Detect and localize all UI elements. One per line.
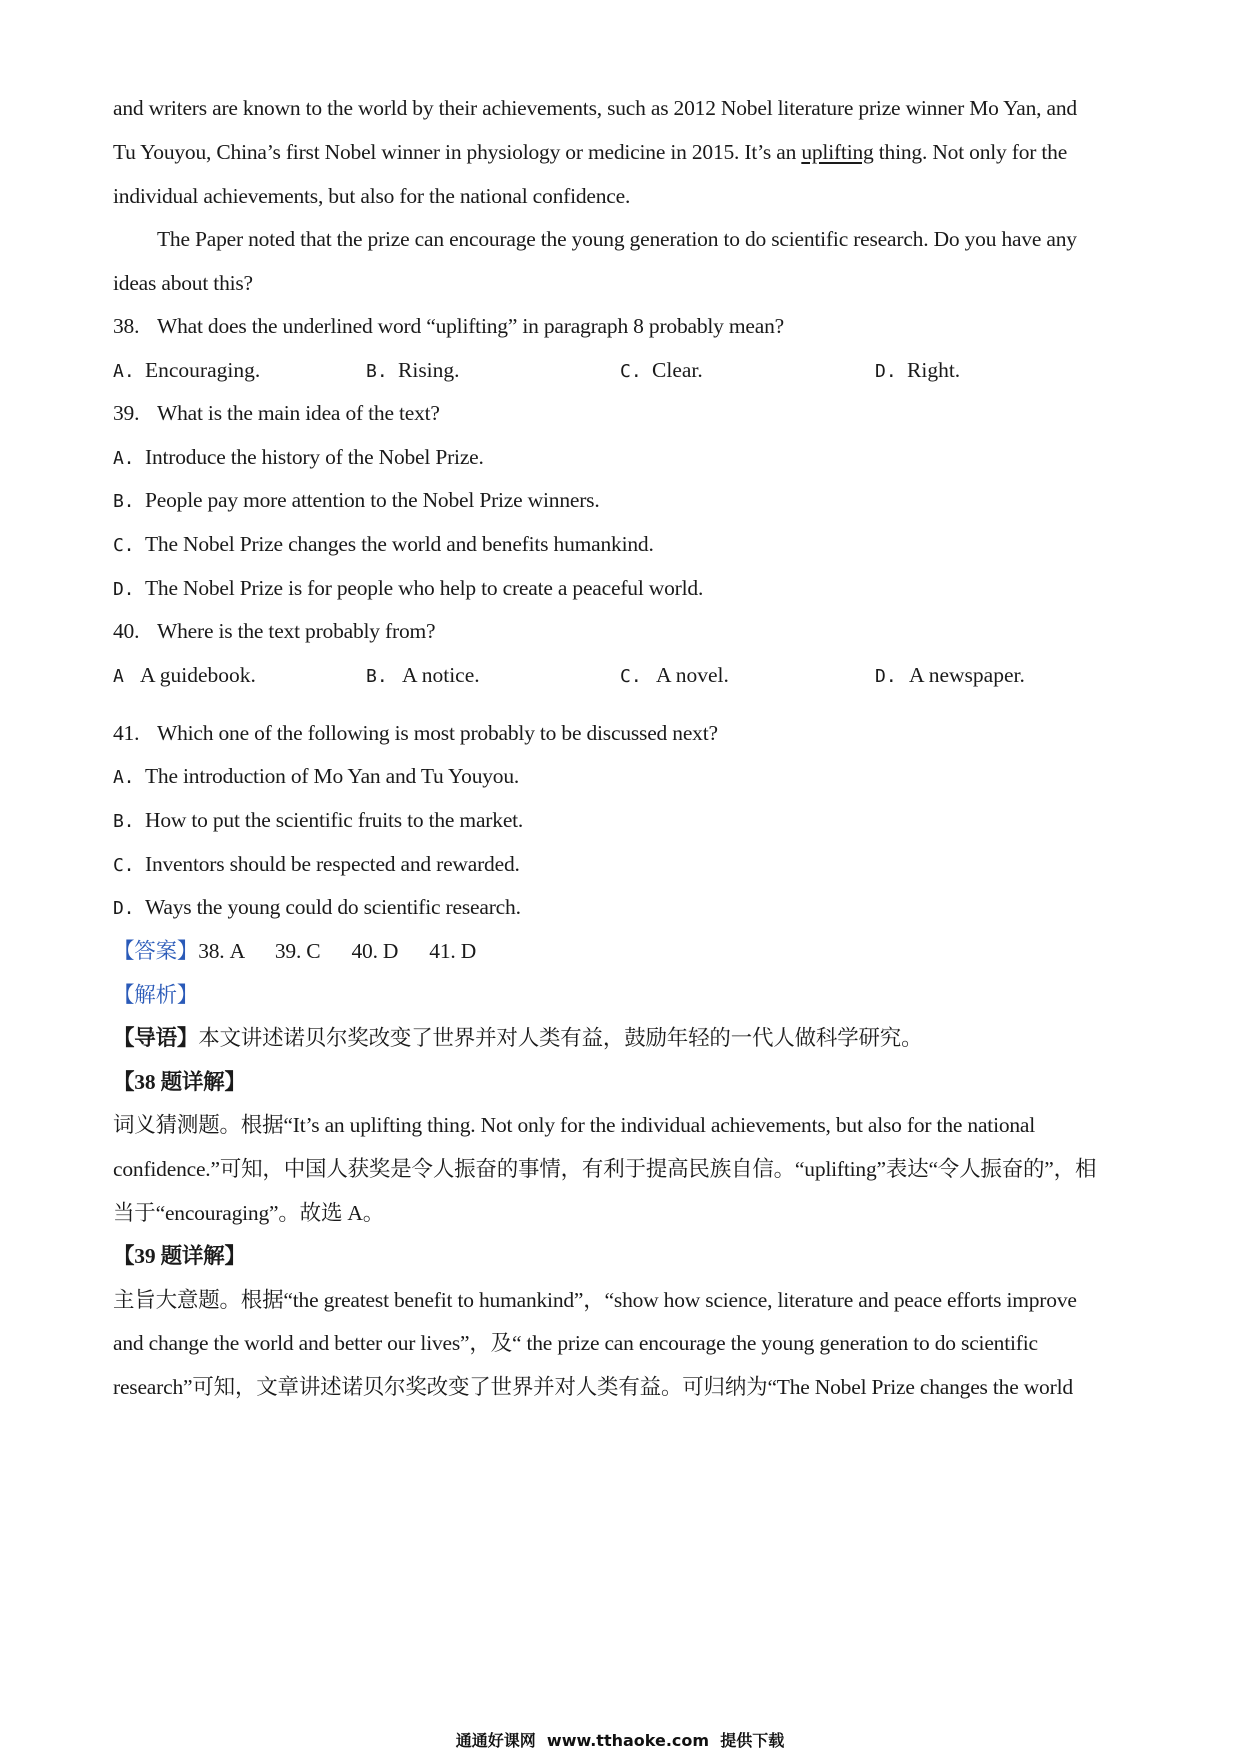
option-text: A newspaper. <box>909 663 1025 687</box>
question-number: 38. <box>113 314 140 338</box>
passage-text: thing. Not only for the <box>873 140 1068 164</box>
question-text: What is the main idea of the text? <box>157 401 440 425</box>
option-d <box>113 573 703 605</box>
option-text: Ways the young could do scientific research. <box>145 895 521 919</box>
option-text: A novel. <box>656 663 729 687</box>
underlined-word: uplifting <box>801 140 874 164</box>
option-text: The Nobel Prize is for people who help to create a peaceful world. <box>145 576 704 600</box>
option-letter: B. <box>366 666 388 687</box>
question-text: Where is the text probably from? <box>157 619 436 643</box>
option-letter: A. <box>113 767 135 788</box>
intro-label: 【导语】 <box>113 1026 199 1050</box>
footer-watermark: 通通好课网 www.tthaoke.com 提供下载 <box>455 1731 785 1750</box>
option-b <box>366 355 460 387</box>
question-number: 39. <box>113 401 140 425</box>
option-letter: A <box>113 666 124 687</box>
option-a <box>113 355 260 387</box>
option-a <box>113 761 519 793</box>
option-b <box>113 805 523 837</box>
option-d <box>875 660 1025 692</box>
intro-text: 本文讲述诺贝尔奖改变了世界并对人类有益，鼓励年轻的一代人做科学研究。 <box>198 1026 923 1050</box>
answer-label: 【答案】 <box>113 939 199 963</box>
passage-line: individual achievements, but also for the national confidence. <box>113 184 631 208</box>
option-letter: B. <box>113 491 135 512</box>
detail-line: and change the world and better our lives”，及“ the prize can encourage the young generation to do scientific <box>113 1331 1038 1355</box>
option-d <box>113 892 521 924</box>
detail-line: 主旨大意题。根据“the greatest benefit to humankind”，“show how science, literature and peace efforts improve <box>113 1288 1077 1312</box>
answer-line <box>113 936 476 966</box>
option-c <box>620 355 703 387</box>
option-letter: B. <box>366 361 388 382</box>
passage-line: ideas about this? <box>113 271 253 295</box>
option-c <box>113 529 654 561</box>
answer-values: 38. A 39. C 40. D 41. D <box>198 939 477 963</box>
option-letter: C. <box>113 535 135 556</box>
option-text: Inventors should be respected and rewarded. <box>145 852 520 876</box>
intro-line <box>113 1023 922 1053</box>
option-letter: D. <box>875 361 897 382</box>
detail-line: 当于“encouraging”。故选 A。 <box>113 1201 385 1225</box>
option-letter: A. <box>113 361 135 382</box>
option-text: Introduce the history of the Nobel Prize. <box>145 445 484 469</box>
question-number: 41. <box>113 721 140 745</box>
option-c <box>113 849 520 881</box>
option-text: Right. <box>907 358 961 382</box>
question-40 <box>113 616 435 646</box>
passage-line: and writers are known to the world by their achievements, such as 2012 Nobel literature prize winner Mo Yan, and <box>113 96 1077 120</box>
option-text: Rising. <box>398 358 460 382</box>
question-number: 40. <box>113 619 140 643</box>
option-letter: C. <box>620 361 642 382</box>
question-text: Which one of the following is most probably to be discussed next? <box>157 721 718 745</box>
option-text: People pay more attention to the Nobel Prize winners. <box>145 488 600 512</box>
passage-text: Tu Youyou, China’s first Nobel winner in physiology or medicine in 2015. It’s an <box>113 140 802 164</box>
option-letter: A. <box>113 448 135 469</box>
option-letter: C. <box>113 855 135 876</box>
option-text: The introduction of Mo Yan and Tu Youyou. <box>145 764 520 788</box>
option-letter: D. <box>113 898 135 919</box>
analysis-label: 【解析】 <box>113 983 199 1007</box>
option-text: The Nobel Prize changes the world and benefits humankind. <box>145 532 654 556</box>
option-text: Encouraging. <box>145 358 261 382</box>
question-39 <box>113 398 440 428</box>
option-a <box>113 442 484 474</box>
detail-line: confidence.”可知，中国人获奖是令人振奋的事情，有利于提高民族自信。“uplifting”表达“令人振奋的”，相 <box>113 1157 1097 1181</box>
detail-38-label: 【38 题详解】 <box>113 1070 246 1094</box>
option-letter: D. <box>113 579 135 600</box>
question-38 <box>113 311 784 341</box>
question-text: What does the underlined word “uplifting” in paragraph 8 probably mean? <box>157 314 784 338</box>
option-b <box>113 485 600 517</box>
option-text: A notice. <box>402 663 480 687</box>
detail-39-label: 【39 题详解】 <box>113 1244 246 1268</box>
option-b <box>366 660 480 692</box>
option-text: A guidebook. <box>140 663 256 687</box>
detail-line: 词义猜测题。根据“It’s an uplifting thing. Not only for the individual achievements, but also for the national <box>113 1113 1036 1137</box>
option-letter: B. <box>113 811 135 832</box>
option-letter: D. <box>875 666 897 687</box>
passage-line: The Paper noted that the prize can encourage the young generation to do scientific research. Do you have any <box>157 227 1077 251</box>
option-letter: C. <box>620 666 642 687</box>
option-c <box>620 660 729 692</box>
option-a <box>113 660 256 692</box>
option-text: How to put the scientific fruits to the market. <box>145 808 524 832</box>
option-d <box>875 355 960 387</box>
detail-line: research”可知，文章讲述诺贝尔奖改变了世界并对人类有益。可归纳为“The Nobel Prize changes the world <box>113 1375 1073 1399</box>
question-41 <box>113 718 718 748</box>
option-text: Clear. <box>652 358 703 382</box>
passage-line <box>113 137 1067 167</box>
